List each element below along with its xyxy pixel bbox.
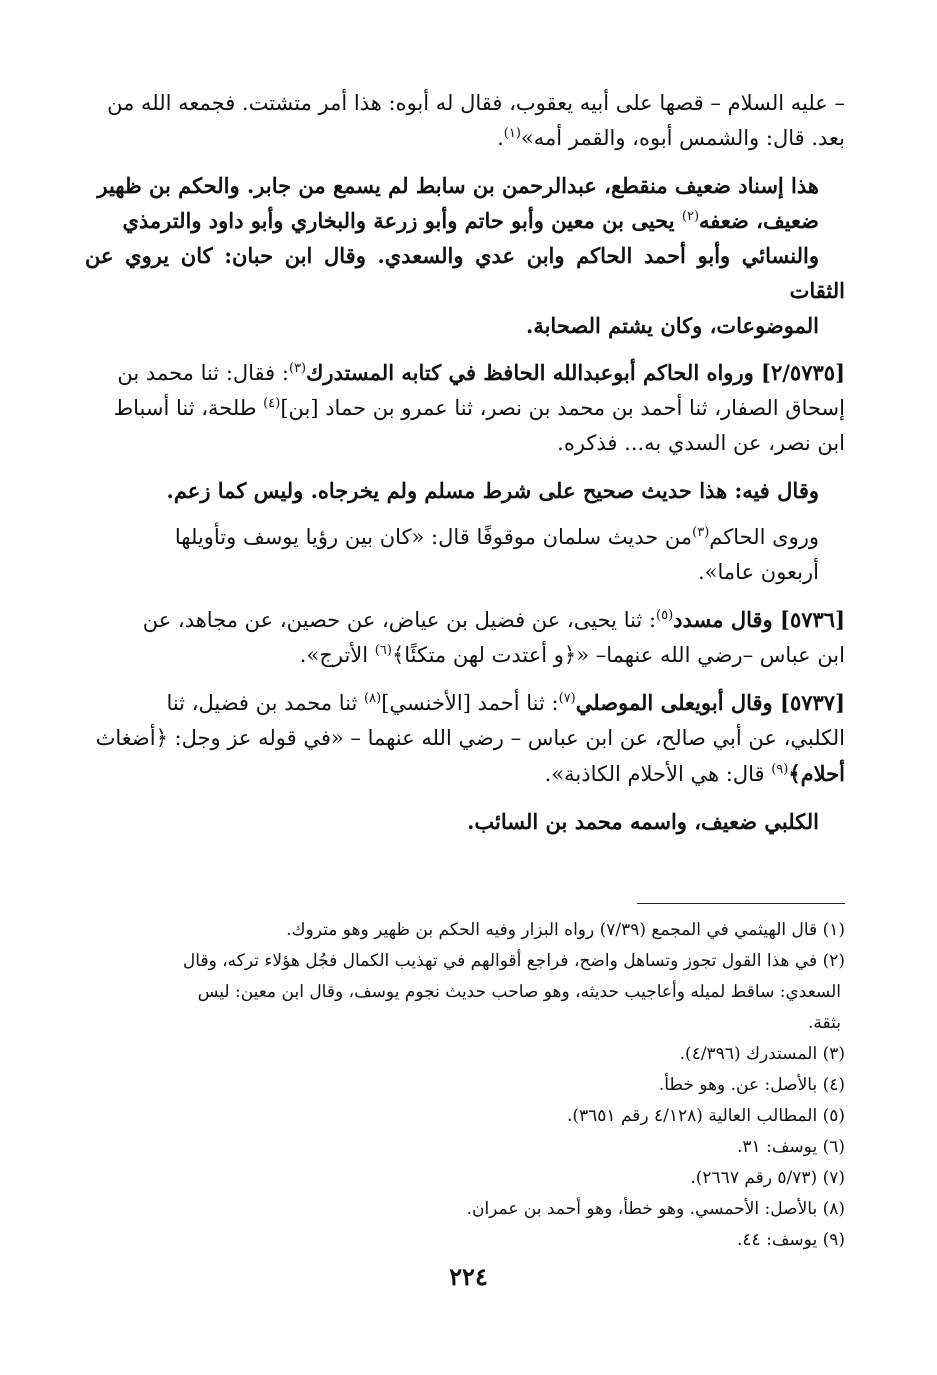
text-segment: الأترج». [299, 643, 375, 667]
text-line [85, 355, 845, 391]
paragraph-8 [85, 804, 845, 839]
paragraph-5 [85, 520, 845, 590]
footnote-5: (٥) المطالب العالية (٤/١٢٨ رقم ٣٦٥١). [566, 1106, 845, 1126]
footnote-marker: (١) [503, 126, 521, 141]
text-segment: أحلام﴾ [788, 761, 845, 786]
text-segment: بعد. قال: والشمس أبوه، والقمر أمه» [520, 126, 845, 150]
footnotes [85, 915, 845, 1256]
paragraph-2 [85, 168, 845, 343]
paragraph-7 [85, 685, 845, 792]
text-line: وقال فيه: هذا حديث صحيح على شرط مسلم ولم يخرجاه. وليس كما زعم. [166, 478, 819, 503]
text-segment: يحيى بن معين وأبو حاتم وأبو زرعة والبخاري وأبو داود والترمذي [122, 208, 682, 233]
text-line [85, 638, 845, 673]
footnote-marker: (٨) [364, 691, 382, 706]
footnote-divider [637, 903, 845, 904]
footnote-marker: (٣) [288, 361, 307, 376]
paragraph-6 [85, 602, 845, 673]
footnote-6: (٦) يوسف: ٣١. [737, 1137, 845, 1157]
footnote-2-continued: بثقة. [808, 1013, 841, 1033]
text-segment: من حديث سلمان موقوفًا قال: «كان بين رؤيا يوسف وتأويلها [174, 525, 693, 549]
footnote-marker: (٧) [558, 691, 576, 706]
footnote-1: (١) قال الهيثمي في المجمع (٧/٣٩) رواه البزار وفيه الحكم بن ظهير وهو متروك. [286, 920, 845, 940]
footnote-7: (٧) (٥/٧٣ رقم ٢٦٦٧). [690, 1168, 845, 1188]
text-segment: [٥٧٣٧] وقال أبويعلى الموصلي [575, 690, 845, 715]
footnote-marker: (٤) [263, 396, 281, 411]
paragraph-3 [85, 355, 845, 461]
text-line: أربعون عاما». [698, 560, 819, 584]
text-line: الكلبي، عن أبي صالح، عن ابن عباس – رضي الله عنهما – «في قوله عز وجل: ﴿أضغاث [95, 726, 845, 750]
text-line: الكلبي ضعيف، واسمه محمد بن السائب. [467, 809, 819, 834]
footnote-marker: (٩) [771, 762, 789, 777]
footnote-marker: (٥) [656, 608, 674, 623]
text-segment: : ثنا أحمد [الأخنسي] [381, 691, 559, 715]
text-segment: [٥٧٣٦] وقال مسدد [673, 607, 845, 632]
footnote-2-continued: السعدي: ساقط لميله وأعاجيب حديثه، وهو صاحب حديث نجوم يوسف، وقال ابن معين: ليس [197, 982, 841, 1002]
text-segment: : فقال: ثنا محمد بن [117, 361, 289, 385]
footnote-8: (٨) بالأصل: الأحمسي. وهو خطأ، وهو أحمد بن عمران. [466, 1199, 845, 1219]
text-segment: ضعيف، ضعفه [699, 208, 819, 233]
main-text [85, 86, 845, 851]
text-line [85, 391, 845, 426]
footnote-9: (٩) يوسف: ٤٤. [737, 1230, 845, 1250]
text-segment: إسحاق الصفار، ثنا أحمد بن محمد بن نصر، ثنا عمرو بن حماد [بن] [280, 396, 845, 420]
paragraph-4 [85, 473, 845, 508]
footnote-marker: (٢) [681, 209, 700, 224]
text-segment: ابن عباس –رضي الله عنهما– «﴿و أعتدت لهن متكئًا﴾ [391, 643, 845, 667]
text-line: الموضوعات، وكان يشتم الصحابة. [526, 313, 819, 338]
text-line: هذا إسناد ضعيف منقطع، عبدالرحمن بن سابط لم يسمع من جابر. والحكم بن ظهير [97, 173, 819, 198]
footnote-marker: (٦) [374, 643, 392, 658]
footnote-2: (٢) في هذا القول تجوز وتساهل واضح، فراجع أقوالهم في تهذيب الكمال فجُل هؤلاء تركه، وقال [182, 951, 845, 971]
text-line: – عليه السلام – قصها على أبيه يعقوب، فقال له أبوه: هذا أمر متشتت. فجمعه الله من [107, 91, 845, 115]
page-number: ٢٢٤ [449, 1262, 488, 1291]
text-line: ابن نصر، عن السدي به... فذكره. [557, 431, 845, 455]
text-segment: . [497, 126, 504, 150]
text-segment: [٢/٥٧٣٥] ورواه الحاكم أبوعبدالله الحافظ في كتابه المستدرك [306, 360, 845, 385]
text-line [85, 685, 845, 721]
paragraph-1 [85, 86, 845, 156]
text-line [85, 520, 845, 555]
text-line: والنسائي وأبو أحمد الحاكم وابن عدي والسعدي. وقال ابن حبان: كان يروي عن الثقات [85, 243, 845, 303]
footnote-marker: (٣) [692, 525, 710, 540]
text-line [85, 602, 845, 638]
text-line [85, 121, 845, 156]
text-line [85, 756, 845, 792]
text-segment: طلحة، ثنا أسباط [113, 396, 264, 420]
text-segment: وروى الحاكم [709, 525, 819, 549]
text-segment: ثنا محمد بن فضيل، ثنا [166, 691, 365, 715]
text-line [85, 203, 845, 238]
footnote-4: (٤) بالأصل: عن. وهو خطأ. [658, 1075, 845, 1095]
text-segment: : ثنا يحيى، عن فضيل بن عياض، عن حصين، عن مجاهد، عن [142, 608, 657, 632]
text-segment: قال: هي الأحلام الكاذبة». [544, 762, 772, 786]
footnote-3: (٣) المستدرك (٤/٣٩٦). [679, 1044, 845, 1064]
